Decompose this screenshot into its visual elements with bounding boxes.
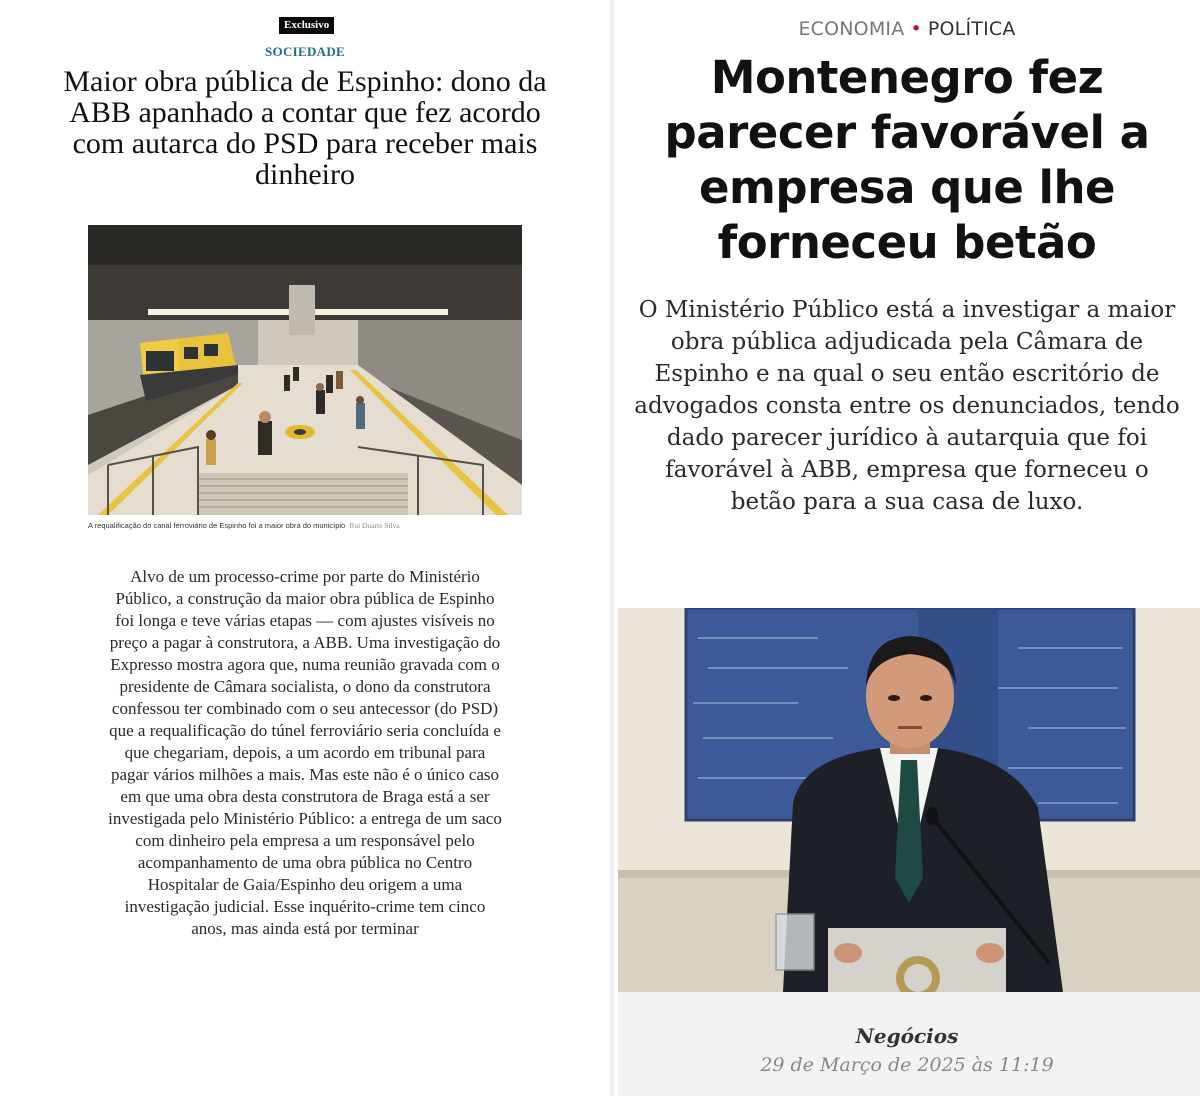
article-lead: O Ministério Público está a investigar a maior obra pública adjudicada pela Câmara de Espinho e na qual o seu então escritório de advogados consta entre os denunciados, tendo dado parecer jurídico à autarquia que foi favorável à ABB, empresa que forneceu o betão para a sua casa de luxo. bbox=[634, 297, 1180, 515]
category-politica[interactable]: POLÍTICA bbox=[927, 18, 1016, 40]
photo-credit: Rui Duarte Silva bbox=[349, 521, 400, 530]
category-economia[interactable]: ECONOMIA bbox=[798, 18, 905, 40]
politician-at-podium-photo bbox=[618, 608, 1200, 992]
category-line bbox=[614, 18, 1200, 40]
section-tag[interactable]: SOCIEDADE bbox=[265, 44, 345, 59]
caption-text: A requalificação do canal ferroviário de Espinho foi a maior obra do município bbox=[88, 521, 346, 530]
train-station-photo bbox=[88, 225, 522, 515]
left-headline[interactable]: Maior obra pública de Espinho: dono da ABB apanhado a contar que fez acordo com autarca do PSD para receber mais dinheiro bbox=[63, 65, 547, 191]
source-name[interactable]: Negócios bbox=[855, 1024, 959, 1048]
article-body: Alvo de um processo-crime por parte do Ministério Público, a construção da maior obra pública de Espinho foi longa e teve várias etapas — com ajustes visíveis no preço a pagar à construtora, a ABB. Uma investigação do Expresso mostra agora que, numa reunião gravada com o presidente de Câmara socialista, o dono da construtora confessou ter combinado com o seu antecessor (do PSD) que a requalificação do túnel ferroviário seria concluída e que chegariam, depois, a um acordo em tribunal para pagar vários milhões a mais. Mas este não é o único caso em que uma obra desta construtora de Braga está a ser investigada pelo Ministério Público: a entrega de um saco com dinheiro pela empresa a um responsável pelo acompanhamento de uma obra pública no Centro Hospitalar de Gaia/Espinho deu origem a uma investigação judicial. Esse inquérito-crime tem cinco anos, mas ainda está por terminar bbox=[108, 567, 502, 938]
publish-date: 29 de Março de 2025 às 11:19 bbox=[760, 1054, 1054, 1076]
category-separator: • bbox=[910, 18, 922, 40]
right-headline[interactable]: Montenegro fez parecer favorável a empresa que lhe forneceu betão bbox=[664, 51, 1150, 269]
right-article bbox=[614, 0, 1200, 1096]
photo-caption bbox=[88, 521, 558, 530]
exclusive-badge: Exclusivo bbox=[279, 17, 334, 34]
